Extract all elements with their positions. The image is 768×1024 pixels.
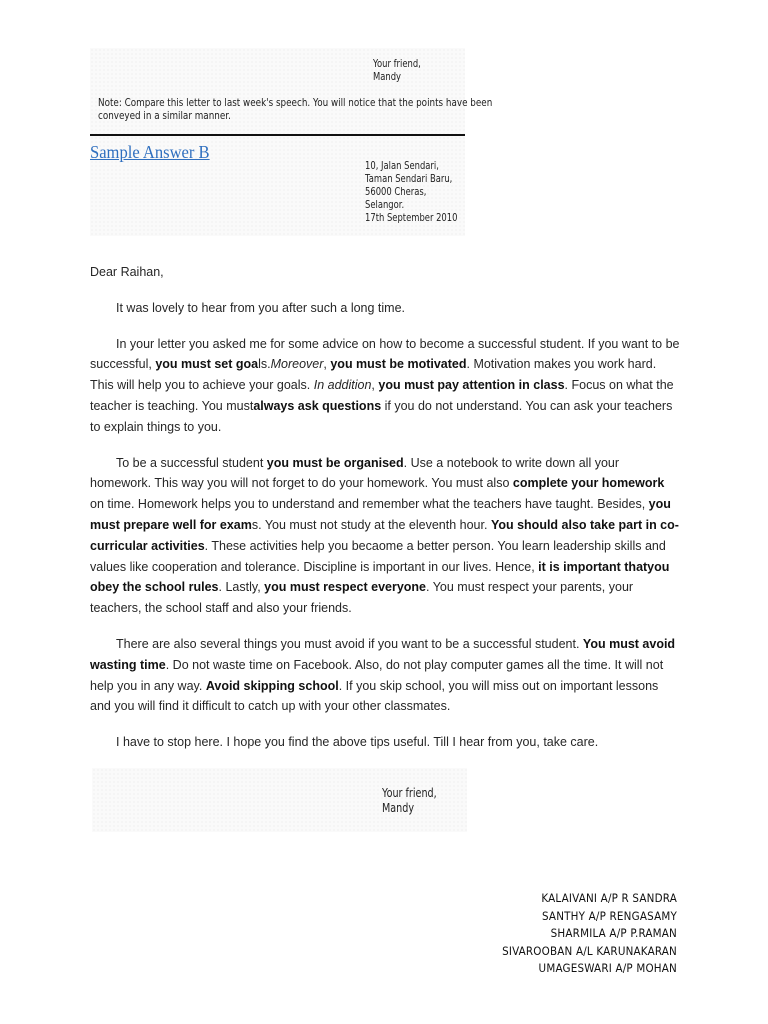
address-line: Selangor. — [365, 199, 405, 211]
text-run: There are also several things you must avoid if you want to be a successful student. — [116, 636, 583, 651]
note-text — [98, 96, 492, 122]
text-run: , — [323, 357, 331, 372]
paragraph-4 — [90, 634, 680, 717]
emphasis-italic: In addition — [313, 378, 372, 393]
address-line: 56000 Cheras, — [365, 186, 427, 198]
emphasis-bold: you must prepare well for exam — [90, 497, 671, 532]
paragraph-5: I have to stop here. I hope you find the above tips useful. Till I hear from you, take care. — [116, 735, 599, 750]
text-run: To be a successful student — [116, 455, 267, 470]
text-run: . Use a notebook to write down all your homework. This way you will not forget to do your homework. You must also — [90, 455, 620, 491]
emphasis-bold: it is important thatyou obey the school rules — [90, 559, 670, 595]
closing-name: Mandy — [382, 801, 415, 815]
emphasis-bold: You should also take part in co-curricular activities — [90, 517, 679, 553]
text-run: . Do not waste time on Facebook. Also, do not play computer games all the time. It will not help you in any way. — [90, 657, 664, 693]
emphasis-italic: Moreover — [270, 357, 324, 372]
scanned-letter-excerpt-top — [90, 48, 493, 236]
paragraph-2 — [90, 334, 680, 438]
note-line: conveyed in a similar manner. — [98, 109, 231, 122]
scanned-letter-excerpt-bottom — [92, 768, 467, 832]
text-run: s. You must not study at the eleventh hour. — [251, 517, 491, 532]
address-line: 10, Jalan Sendari, — [365, 160, 439, 172]
paragraph-1: It was lovely to hear from you after such a long time. — [116, 300, 406, 315]
emphasis-bold: Avoid skipping school — [205, 678, 339, 693]
paragraph-3 — [90, 453, 680, 619]
author-list — [502, 890, 677, 978]
closing-line: Your friend, — [382, 786, 437, 800]
sample-answer-heading: Sample Answer B — [90, 142, 210, 162]
text-run: . Motivation makes you work hard. This will help you to achieve your goals. — [90, 357, 657, 393]
emphasis-bold: always ask questions — [253, 398, 382, 413]
text-run: , — [371, 378, 379, 393]
emphasis-bold: you must be organised — [266, 455, 404, 470]
text-run: . These activities help you becaome a better person. You learn leadership skills and values like cooperation and tolerance. Discipline is important in our lives. Hence, — [90, 538, 666, 574]
text-run: In your letter you asked me for some advice on how to become a successful student. If you want to be successful, — [90, 336, 680, 372]
author-name: KALAIVANI A/P R SANDRA — [541, 891, 677, 905]
letter-body — [90, 262, 680, 768]
author-name: SIVAROOBAN A/L KARUNAKARAN — [502, 943, 677, 958]
emphasis-bold: you must pay attention in class — [378, 378, 565, 393]
closing-line: Your friend, — [373, 58, 421, 70]
author-name: UMAGESWARI A/P MOHAN — [538, 961, 677, 976]
emphasis-bold: you must be motivated — [330, 357, 467, 372]
author-name: SANTHY A/P RENGASAMY — [541, 908, 677, 923]
closing-signoff-bottom — [382, 786, 437, 816]
emphasis-bold: You must avoid wasting time — [90, 636, 676, 672]
text-run: ls. — [258, 357, 271, 372]
note-line: Note: Compare this letter to last week's speech. You will notice that the points have been — [98, 96, 493, 109]
address-date: 17th September 2010 — [365, 212, 458, 224]
text-run: . You must respect your parents, your teachers, the school staff and also your friends. — [90, 580, 634, 616]
divider-line — [90, 134, 465, 136]
closing-name: Mandy — [373, 71, 402, 83]
text-run: . Lastly, — [218, 580, 265, 595]
sender-address — [365, 160, 457, 225]
emphasis-bold: complete your homework — [512, 476, 665, 491]
emphasis-bold: you must set goa — [155, 357, 259, 372]
text-run: . If you skip school, you will miss out on important lessons and you will find it difficult to catch up with your other classmates. — [90, 678, 659, 714]
emphasis-bold: you must respect everyone — [264, 580, 427, 595]
closing-signoff-top — [373, 58, 421, 84]
salutation: Dear Raihan, — [90, 265, 164, 279]
text-run: if you do not understand. You can ask your teachers to explain things to you. — [90, 398, 673, 434]
author-name: SHARMILA A/P P.RAMAN — [550, 926, 677, 941]
text-run: on time. Homework helps you to understand and remember what the teachers have taught. Besides, — [90, 497, 649, 512]
text-run: . Focus on what the teacher is teaching. You must — [90, 378, 674, 413]
address-line: Taman Sendari Baru, — [365, 173, 453, 185]
